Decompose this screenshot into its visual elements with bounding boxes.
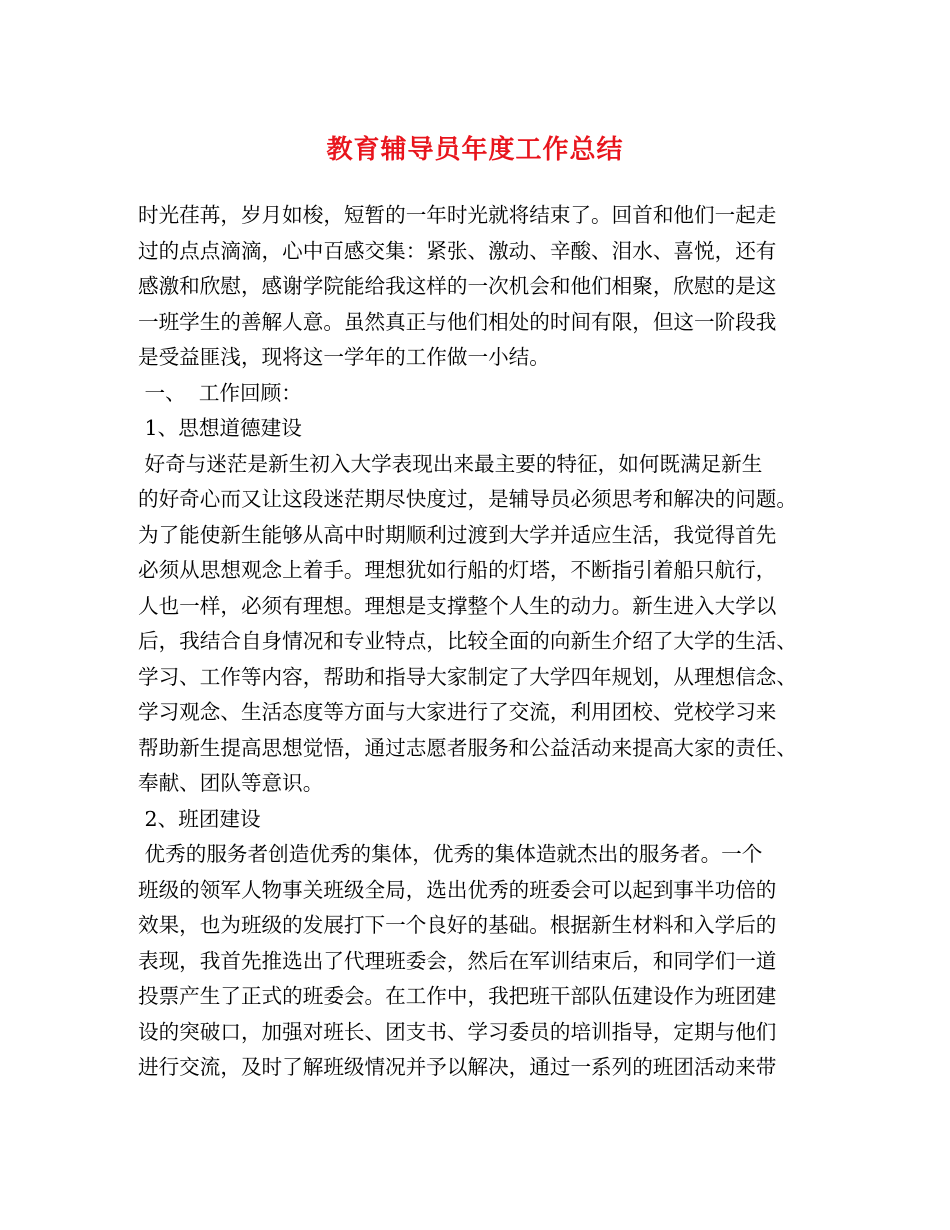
text-line: 一、 工作回顾： (138, 380, 302, 405)
text-line: 帮助新生提高思想觉悟，通过志愿者服务和公益活动来提高大家的责任、 (138, 735, 797, 760)
text-line: 的好奇心而又让这段迷茫期尽快度过，是辅导员必须思考和解决的问题。 (138, 487, 797, 511)
text-line: 优秀的服务者创造优秀的集体，优秀的集体造就杰出的服务者。一个 (138, 842, 763, 866)
text-line: 学习观念、生活态度等方面与大家进行了交流，利用团校、党校学习来 (138, 700, 777, 724)
text-line: 奉献、团队等意识。 (138, 771, 324, 795)
text-line: 人也一样，必须有理想。理想是支撑整个人生的动力。新生进入大学以 (138, 593, 777, 618)
text-line: 是受益匪浅，现将这一学年的工作做一小结。 (138, 345, 550, 369)
text-line: 投票产生了正式的班委会。在工作中，我把班干部队伍建设作为班团建 (138, 984, 777, 1008)
document-title: 教育辅导员年度工作总结 (326, 135, 624, 165)
text-line: 表现，我首先推选出了代理班委会，然后在军训结束后，和同学们一道 (138, 948, 777, 973)
text-line: 班级的领军人物事关班级全局，选出优秀的班委会可以起到事半功倍的 (138, 877, 777, 902)
text-line: 必须从思想观念上着手。理想犹如行船的灯塔，不断指引着船只航行， (138, 558, 777, 582)
text-line: 进行交流，及时了解班级情况并予以解决，通过一系列的班团活动来带 (138, 1055, 777, 1079)
text-line: 1、思想道德建设 (138, 416, 302, 440)
text-line: 学习、工作等内容，帮助和指导大家制定了大学四年规划，从理想信念、 (138, 664, 797, 689)
text-line: 时光荏苒，岁月如梭，短暂的一年时光就将结束了。回首和他们一起走 (138, 203, 777, 227)
text-line: 过的点点滴滴，心中百感交集：紧张、激动、辛酸、泪水、喜悦，还有 (138, 238, 777, 263)
text-line: 后，我结合自身情况和专业特点，比较全面的向新生介绍了大学的生活、 (138, 629, 797, 653)
text-line: 2、班团建设 (138, 806, 261, 831)
text-line: 好奇与迷茫是新生初入大学表现出来最主要的特征，如何既满足新生 (138, 451, 763, 476)
text-line: 设的突破口，加强对班长、团支书、学习委员的培训指导，定期与他们 (138, 1019, 777, 1044)
text-line: 为了能使新生能够从高中时期顺利过渡到大学并适应生活，我觉得首先 (138, 522, 777, 547)
text-line: 一班学生的善解人意。虽然真正与他们相处的时间有限，但这一阶段我 (138, 309, 777, 334)
text-line: 感激和欣慰，感谢学院能给我这样的一次机会和他们相聚，欣慰的是这 (138, 274, 777, 298)
document-body (138, 198, 828, 1086)
text-line: 效果，也为班级的发展打下一个良好的基础。根据新生材料和入学后的 (138, 913, 777, 937)
